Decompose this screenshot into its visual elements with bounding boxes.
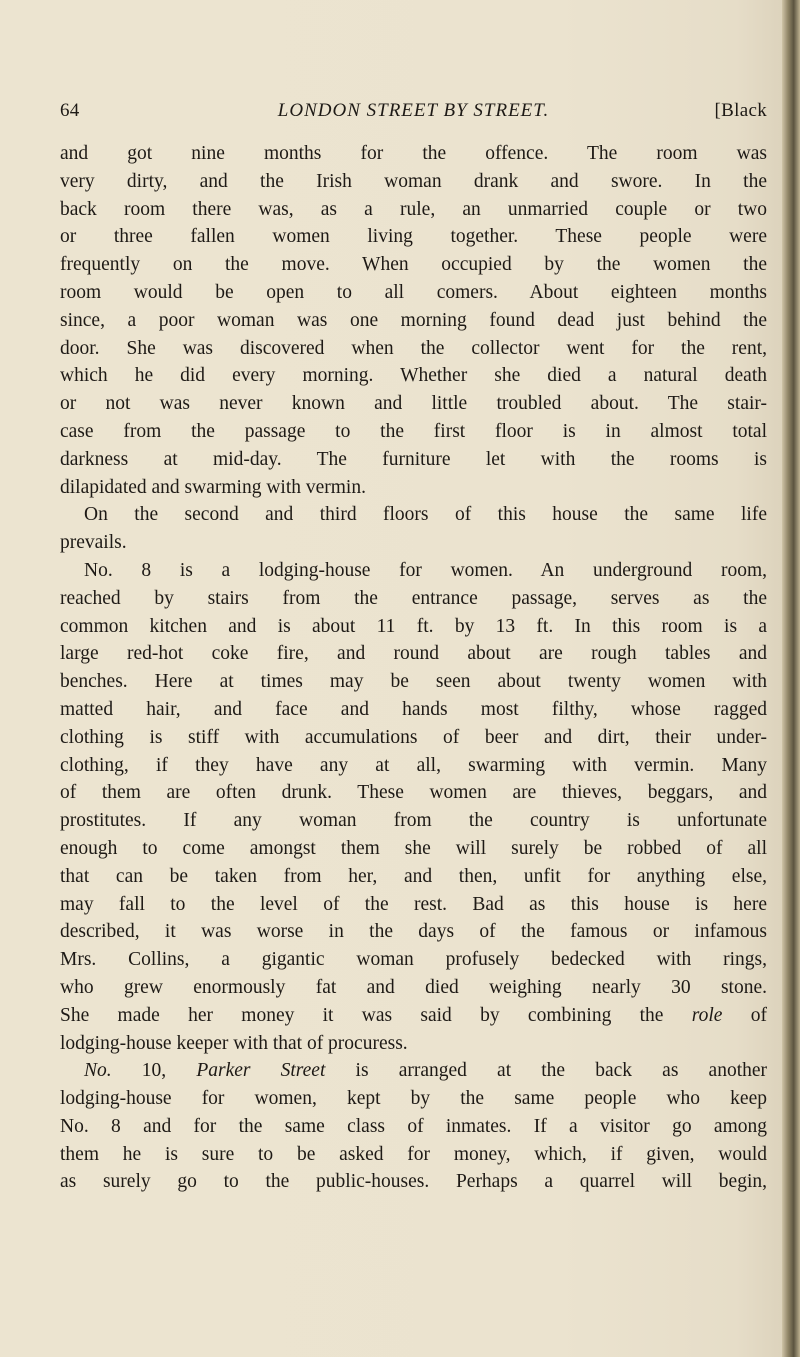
text-line: as surely go to the public-houses. Perhaps a quarrel will begin,: [60, 1171, 767, 1193]
text-line: them he is sure to be asked for money, which, if given, would: [60, 1143, 767, 1165]
text-line: clothing, if they have any at all, swarming with vermin. Many: [60, 754, 767, 776]
text-line: reached by stairs from the entrance passage, serves as the: [60, 587, 767, 609]
text-line: back room there was, as a rule, an unmarried couple or two: [60, 198, 767, 220]
text-line: lodging-house keeper with that of procuress.: [60, 1032, 408, 1054]
text-line: since, a poor woman was one morning found dead just behind the: [60, 309, 767, 331]
text-line: On the second and third floors of this house the same life: [84, 504, 767, 526]
text-line: room would be open to all comers. About eighteen months: [60, 281, 767, 303]
body-text: [60, 140, 767, 1196]
text-line: who grew enormously fat and died weighing nearly 30 stone.: [60, 976, 767, 998]
text-line: or not was never known and little troubled about. The stair-: [60, 393, 767, 415]
text-line: of them are often drunk. These women are thieves, beggars, and: [60, 782, 767, 804]
text-line: benches. Here at times may be seen about twenty women with: [60, 671, 767, 693]
page-binding-edge: [782, 0, 800, 1357]
text-line: and got nine months for the offence. The room was: [60, 143, 767, 164]
italic-term: No.: [84, 1060, 112, 1082]
text-line: common kitchen and is about 11 ft. by 13 ft. In this room is a: [60, 615, 767, 637]
section-marker: [Black: [714, 100, 767, 121]
text-line: No. 8 is a lodging-house for women. An underground room,: [84, 559, 767, 581]
page-number: 64: [60, 100, 80, 121]
text-line: matted hair, and face and hands most filthy, whose ragged: [60, 698, 767, 720]
text-line: frequently on the move. When occupied by the women the: [60, 254, 767, 276]
text-line: clothing is stiff with accumulations of beer and dirt, their under-: [60, 726, 767, 748]
text-line: enough to come amongst them she will surely be robbed of all: [60, 837, 767, 859]
text-line: darkness at mid-day. The furniture let with the rooms is: [60, 448, 767, 470]
text-segment: She made her money it was said by combining the: [60, 1004, 664, 1026]
text-line: No. 8 and for the same class of inmates. If a visitor go among: [60, 1115, 767, 1137]
text-line: prostitutes. If any woman from the country is unfortunate: [60, 810, 767, 832]
running-head: [60, 100, 767, 126]
italic-term: role: [691, 1004, 723, 1026]
street-name: Parker Street: [196, 1060, 326, 1082]
text-line: may fall to the level of the rest. Bad as this house is here: [60, 893, 767, 915]
text-segment: 10,: [141, 1060, 167, 1082]
text-line: dilapidated and swarming with vermin.: [60, 476, 366, 498]
text-line: described, it was worse in the days of the famous or infamous: [60, 921, 767, 943]
text-line: large red-hot coke fire, and round about are rough tables and: [60, 643, 767, 665]
text-line: very dirty, and the Irish woman drank and swore. In the: [60, 170, 767, 192]
text-line: which he did every morning. Whether she died a natural death: [60, 365, 767, 387]
text-line: [60, 1002, 767, 1030]
text-segment: of: [750, 1004, 768, 1026]
text-line: [60, 1057, 767, 1085]
text-line: case from the passage to the first floor is in almost total: [60, 420, 767, 442]
running-title: LONDON STREET BY STREET.: [277, 100, 550, 121]
text-line: that can be taken from her, and then, unfit for anything else,: [60, 865, 767, 887]
text-line: prevails.: [60, 532, 127, 554]
text-line: or three fallen women living together. These people were: [60, 226, 767, 248]
text-segment: is arranged at the back as another: [355, 1060, 768, 1082]
text-line: lodging-house for women, kept by the same people who keep: [60, 1088, 767, 1110]
text-line: Mrs. Collins, a gigantic woman profusely bedecked with rings,: [60, 949, 767, 971]
text-line: door. She was discovered when the collector went for the rent,: [60, 337, 767, 359]
